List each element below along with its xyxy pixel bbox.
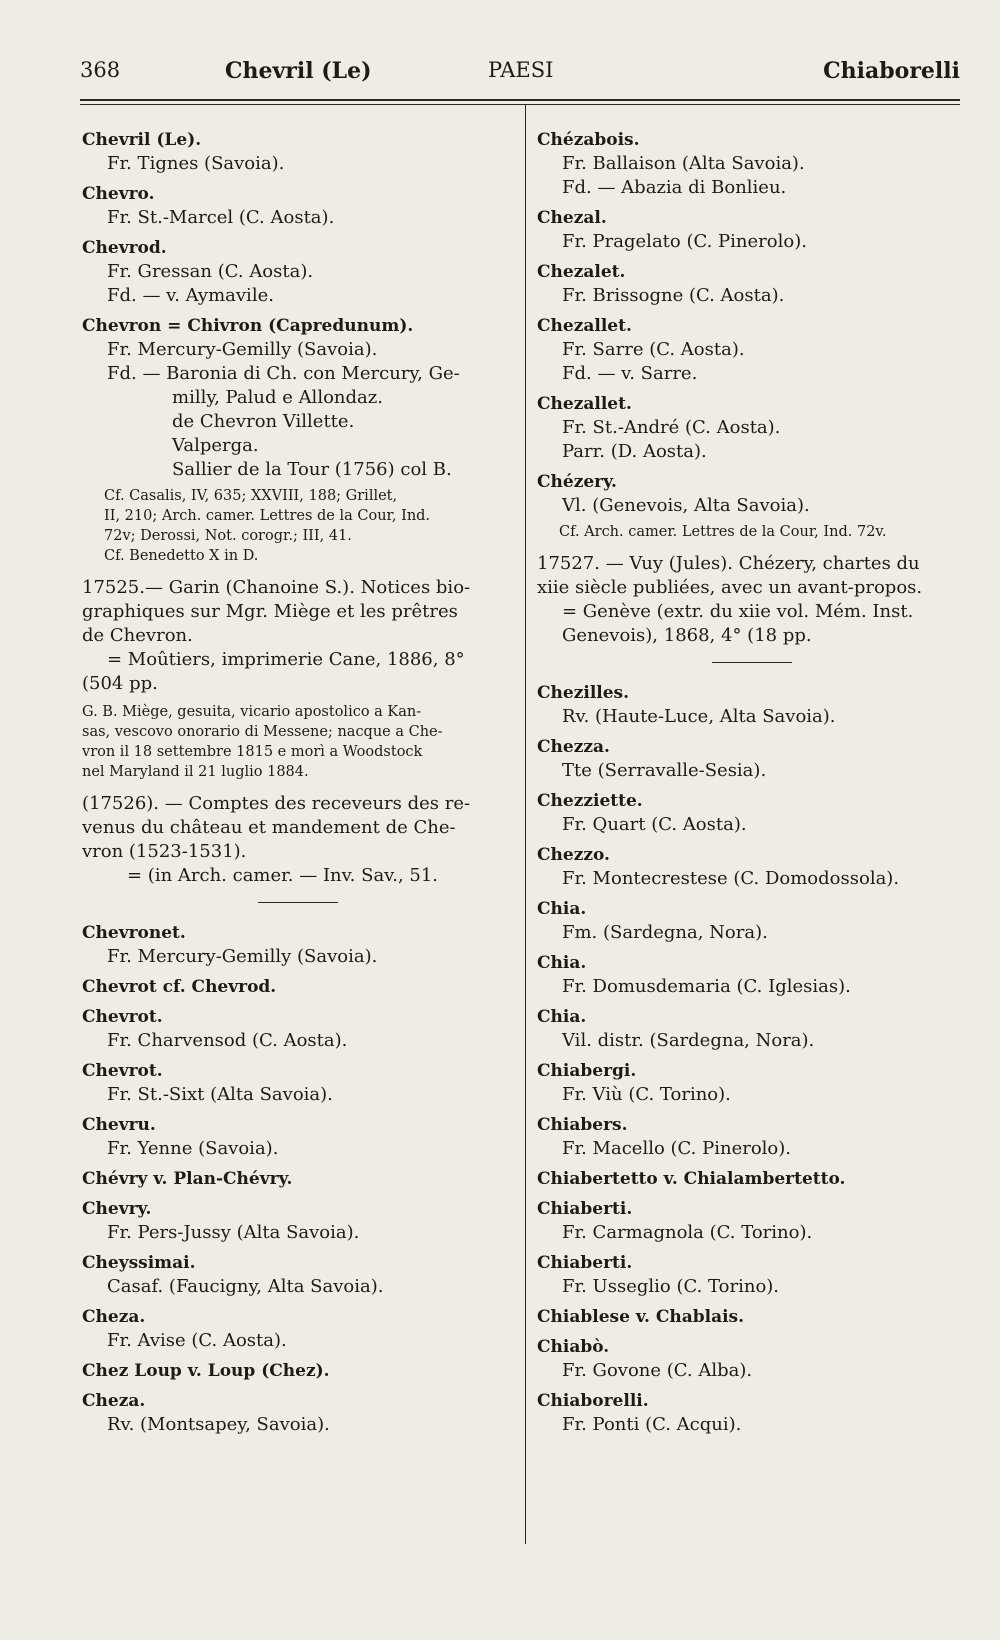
entry-headword: Cheza. bbox=[82, 1307, 146, 1327]
entry bbox=[537, 789, 967, 837]
entry bbox=[537, 843, 967, 891]
bib-line: xiie siècle publiées, avec un avant-propos. bbox=[537, 577, 923, 598]
entry bbox=[537, 1197, 967, 1245]
entry-headword: Chia. bbox=[537, 1007, 587, 1027]
entry bbox=[537, 1167, 967, 1191]
section-separator bbox=[712, 662, 792, 663]
entry bbox=[82, 314, 514, 566]
entry bbox=[537, 897, 967, 945]
bib-line: venus du château et mandement de Che- bbox=[82, 817, 456, 838]
bib-line: = Genève (extr. du xiie vol. Mém. Inst. bbox=[562, 601, 914, 622]
running-head-left: Chevril (Le) bbox=[225, 58, 372, 84]
entry-line: Fr. Domusdemaria (C. Iglesias). bbox=[562, 976, 851, 997]
bib-line: = Moûtiers, imprimerie Cane, 1886, 8° bbox=[107, 649, 465, 670]
bib-line: (17526). — Comptes des receveurs des re- bbox=[82, 793, 471, 814]
running-head-right: Chiaborelli bbox=[823, 58, 960, 84]
entry-headword: Chevril (Le). bbox=[82, 130, 202, 150]
entry bbox=[82, 1389, 514, 1437]
entry-headword: Chezilles. bbox=[537, 683, 630, 703]
entry-headword: Chiabers. bbox=[537, 1115, 628, 1135]
entry bbox=[82, 1005, 514, 1053]
entry-line: Sallier de la Tour (1756) col B. bbox=[172, 459, 452, 480]
cf-line: II, 210; Arch. camer. Lettres de la Cour, Ind. bbox=[104, 508, 431, 524]
page-number: 368 bbox=[80, 58, 121, 82]
entry-headword: Chevru. bbox=[82, 1115, 156, 1135]
entry bbox=[82, 1197, 514, 1245]
entry-line: Fd. — v. Aymavile. bbox=[107, 285, 274, 306]
entry bbox=[537, 1005, 967, 1053]
entry bbox=[537, 392, 967, 464]
entry-line: Fr. Mercury-Gemilly (Savoia). bbox=[107, 946, 378, 967]
entry-line: Fr. Brissogne (C. Aosta). bbox=[562, 285, 785, 306]
entry bbox=[82, 1059, 514, 1107]
entry-line: Fd. — Abazia di Bonlieu. bbox=[562, 177, 787, 198]
entry-headword: Chiabertetto v. Chialambertetto. bbox=[537, 1169, 846, 1189]
note-line: sas, vescovo onorario di Messene; nacque a Che- bbox=[82, 724, 443, 740]
bibliography-entry bbox=[82, 792, 514, 888]
entry bbox=[82, 1359, 514, 1383]
bib-line: 17527. — Vuy (Jules). Chézery, chartes du bbox=[537, 553, 920, 574]
cf-line: Cf. Casalis, IV, 635; XXVIII, 188; Grillet, bbox=[104, 488, 398, 504]
entry-line: Fr. Montecrestese (C. Domodossola). bbox=[562, 868, 900, 889]
entry-line: Fr. Carmagnola (C. Torino). bbox=[562, 1222, 813, 1243]
entry-line: Fr. St.-André (C. Aosta). bbox=[562, 417, 781, 438]
entry-line: Fr. Sarre (C. Aosta). bbox=[562, 339, 745, 360]
entry bbox=[537, 470, 967, 542]
bib-line: vron (1523-1531). bbox=[82, 841, 247, 862]
entry-line: Rv. (Montsapey, Savoia). bbox=[107, 1414, 330, 1435]
entry-headword: Chezzo. bbox=[537, 845, 610, 865]
entry bbox=[537, 1251, 967, 1299]
entry-headword: Chevrot cf. Chevrod. bbox=[82, 977, 277, 997]
entry-headword: Chiabò. bbox=[537, 1337, 610, 1357]
entry-line: Fr. Ponti (C. Acqui). bbox=[562, 1414, 742, 1435]
cf-line: Cf. Benedetto X in D. bbox=[104, 548, 259, 564]
entry-headword: Chiaberti. bbox=[537, 1199, 633, 1219]
entry-line: Fr. St.-Sixt (Alta Savoia). bbox=[107, 1084, 333, 1105]
entry bbox=[537, 1305, 967, 1329]
entry-headword: Chézery. bbox=[537, 472, 617, 492]
entry bbox=[537, 1389, 967, 1437]
entry-headword: Chia. bbox=[537, 899, 587, 919]
entry bbox=[537, 260, 967, 308]
entry bbox=[82, 1305, 514, 1353]
bibliography-note bbox=[82, 702, 514, 782]
cross-reference: Cf. Arch. camer. Lettres de la Cour, Ind. 72v. bbox=[559, 524, 887, 540]
entry-headword: Chezalet. bbox=[537, 262, 626, 282]
page-header bbox=[80, 58, 960, 92]
entry-line: Fr. Viù (C. Torino). bbox=[562, 1084, 731, 1105]
entry bbox=[82, 1251, 514, 1299]
entry-line: Fr. St.-Marcel (C. Aosta). bbox=[107, 207, 335, 228]
entry-headword: Chiaborelli. bbox=[537, 1391, 649, 1411]
entry-headword: Cheza. bbox=[82, 1391, 146, 1411]
note-line: nel Maryland il 21 luglio 1884. bbox=[82, 764, 309, 780]
note-line: G. B. Miège, gesuita, vicario apostolico a Kan- bbox=[82, 704, 422, 720]
entry-headword: Chevrot. bbox=[82, 1007, 163, 1027]
bibliography-entry bbox=[537, 552, 967, 648]
entry bbox=[82, 1113, 514, 1161]
entry bbox=[537, 681, 967, 729]
entry-headword: Chezza. bbox=[537, 737, 610, 757]
entry-line: Fm. (Sardegna, Nora). bbox=[562, 922, 768, 943]
note-line: vron il 18 settembre 1815 e morì a Woodstock bbox=[82, 744, 423, 760]
bib-line: 17525.— Garin (Chanoine S.). Notices bio- bbox=[82, 577, 471, 598]
entry-line: Fr. Mercury-Gemilly (Savoia). bbox=[107, 339, 378, 360]
entry bbox=[82, 236, 514, 308]
entry-headword: Chézabois. bbox=[537, 130, 640, 150]
entry bbox=[537, 951, 967, 999]
entry bbox=[537, 314, 967, 386]
bib-line: (504 pp. bbox=[82, 673, 158, 694]
section-separator bbox=[258, 902, 338, 903]
entry-line: Fr. Gressan (C. Aosta). bbox=[107, 261, 314, 282]
entry-line: Fr. Avise (C. Aosta). bbox=[107, 1330, 287, 1351]
entry-line: Fr. Ballaison (Alta Savoia). bbox=[562, 153, 805, 174]
entry-headword: Chezallet. bbox=[537, 316, 632, 336]
entry-headword: Chia. bbox=[537, 953, 587, 973]
entry bbox=[537, 128, 967, 200]
entry-line: Fr. Usseglio (C. Torino). bbox=[562, 1276, 780, 1297]
entry bbox=[82, 921, 514, 969]
entry-headword: Chez Loup v. Loup (Chez). bbox=[82, 1361, 330, 1381]
entry-headword: Chiabergi. bbox=[537, 1061, 637, 1081]
entry-headword: Chevrod. bbox=[82, 238, 167, 258]
entry-line: Valperga. bbox=[172, 435, 259, 456]
bibliography-entry bbox=[82, 576, 514, 696]
entry-headword: Chezziette. bbox=[537, 791, 643, 811]
right-column bbox=[537, 128, 967, 1443]
entry-headword: Chezallet. bbox=[537, 394, 632, 414]
entry bbox=[82, 1167, 514, 1191]
entry-headword: Chevro. bbox=[82, 184, 155, 204]
entry-line: Fr. Tignes (Savoia). bbox=[107, 153, 285, 174]
entry-line: Tte (Serravalle-Sesia). bbox=[562, 760, 767, 781]
entry-headword: Chezal. bbox=[537, 208, 607, 228]
entry bbox=[82, 128, 514, 176]
entry-headword: Chevry. bbox=[82, 1199, 152, 1219]
entry-line: Parr. (D. Aosta). bbox=[562, 441, 707, 462]
bib-line: graphiques sur Mgr. Miège et les prêtres bbox=[82, 601, 458, 622]
entry-line: de Chevron Villette. bbox=[172, 411, 355, 432]
entry bbox=[537, 1113, 967, 1161]
entry bbox=[537, 206, 967, 254]
entry-line: Fr. Govone (C. Alba). bbox=[562, 1360, 753, 1381]
header-rule-thin bbox=[80, 104, 960, 105]
entry-headword: Chévry v. Plan-Chévry. bbox=[82, 1169, 293, 1189]
entry bbox=[537, 1059, 967, 1107]
header-rule-thick bbox=[80, 99, 960, 101]
cross-reference bbox=[104, 486, 514, 566]
entry bbox=[537, 735, 967, 783]
entry-line: Fr. Quart (C. Aosta). bbox=[562, 814, 747, 835]
entry bbox=[82, 975, 514, 999]
entry-line: Fd. — v. Sarre. bbox=[562, 363, 698, 384]
running-head-center: PAESI bbox=[488, 58, 554, 82]
entry-headword: Chiablese v. Chablais. bbox=[537, 1307, 745, 1327]
entry bbox=[82, 182, 514, 230]
entry-line: Fr. Macello (C. Pinerolo). bbox=[562, 1138, 792, 1159]
entry-headword: Cheyssimai. bbox=[82, 1253, 196, 1273]
bib-line: = (in Arch. camer. — Inv. Sav., 51. bbox=[127, 865, 439, 886]
entry-line: Casaf. (Faucigny, Alta Savoia). bbox=[107, 1276, 384, 1297]
entry-line: Vl. (Genevois, Alta Savoia). bbox=[562, 495, 810, 516]
entry-headword: Chevron = Chivron (Capredunum). bbox=[82, 316, 414, 336]
bib-line: Genevois), 1868, 4° (18 pp. bbox=[562, 625, 812, 646]
entry-line: milly, Palud e Allondaz. bbox=[172, 387, 383, 408]
entry-line: Fr. Pragelato (C. Pinerolo). bbox=[562, 231, 807, 252]
column-divider bbox=[525, 104, 526, 1544]
entry-line: Fr. Pers-Jussy (Alta Savoia). bbox=[107, 1222, 360, 1243]
entry-line: Rv. (Haute-Luce, Alta Savoia). bbox=[562, 706, 836, 727]
bib-line: de Chevron. bbox=[82, 625, 193, 646]
left-column bbox=[82, 128, 514, 1443]
entry-headword: Chevronet. bbox=[82, 923, 186, 943]
entry bbox=[537, 1335, 967, 1383]
entry-headword: Chevrot. bbox=[82, 1061, 163, 1081]
cf-line: 72v; Derossi, Not. corogr.; III, 41. bbox=[104, 528, 352, 544]
entry-line: Vil. distr. (Sardegna, Nora). bbox=[562, 1030, 815, 1051]
entry-line: Fd. — Baronia di Ch. con Mercury, Ge- bbox=[107, 363, 460, 384]
entry-line: Fr. Yenne (Savoia). bbox=[107, 1138, 279, 1159]
entry-line: Fr. Charvensod (C. Aosta). bbox=[107, 1030, 348, 1051]
entry-headword: Chiaberti. bbox=[537, 1253, 633, 1273]
